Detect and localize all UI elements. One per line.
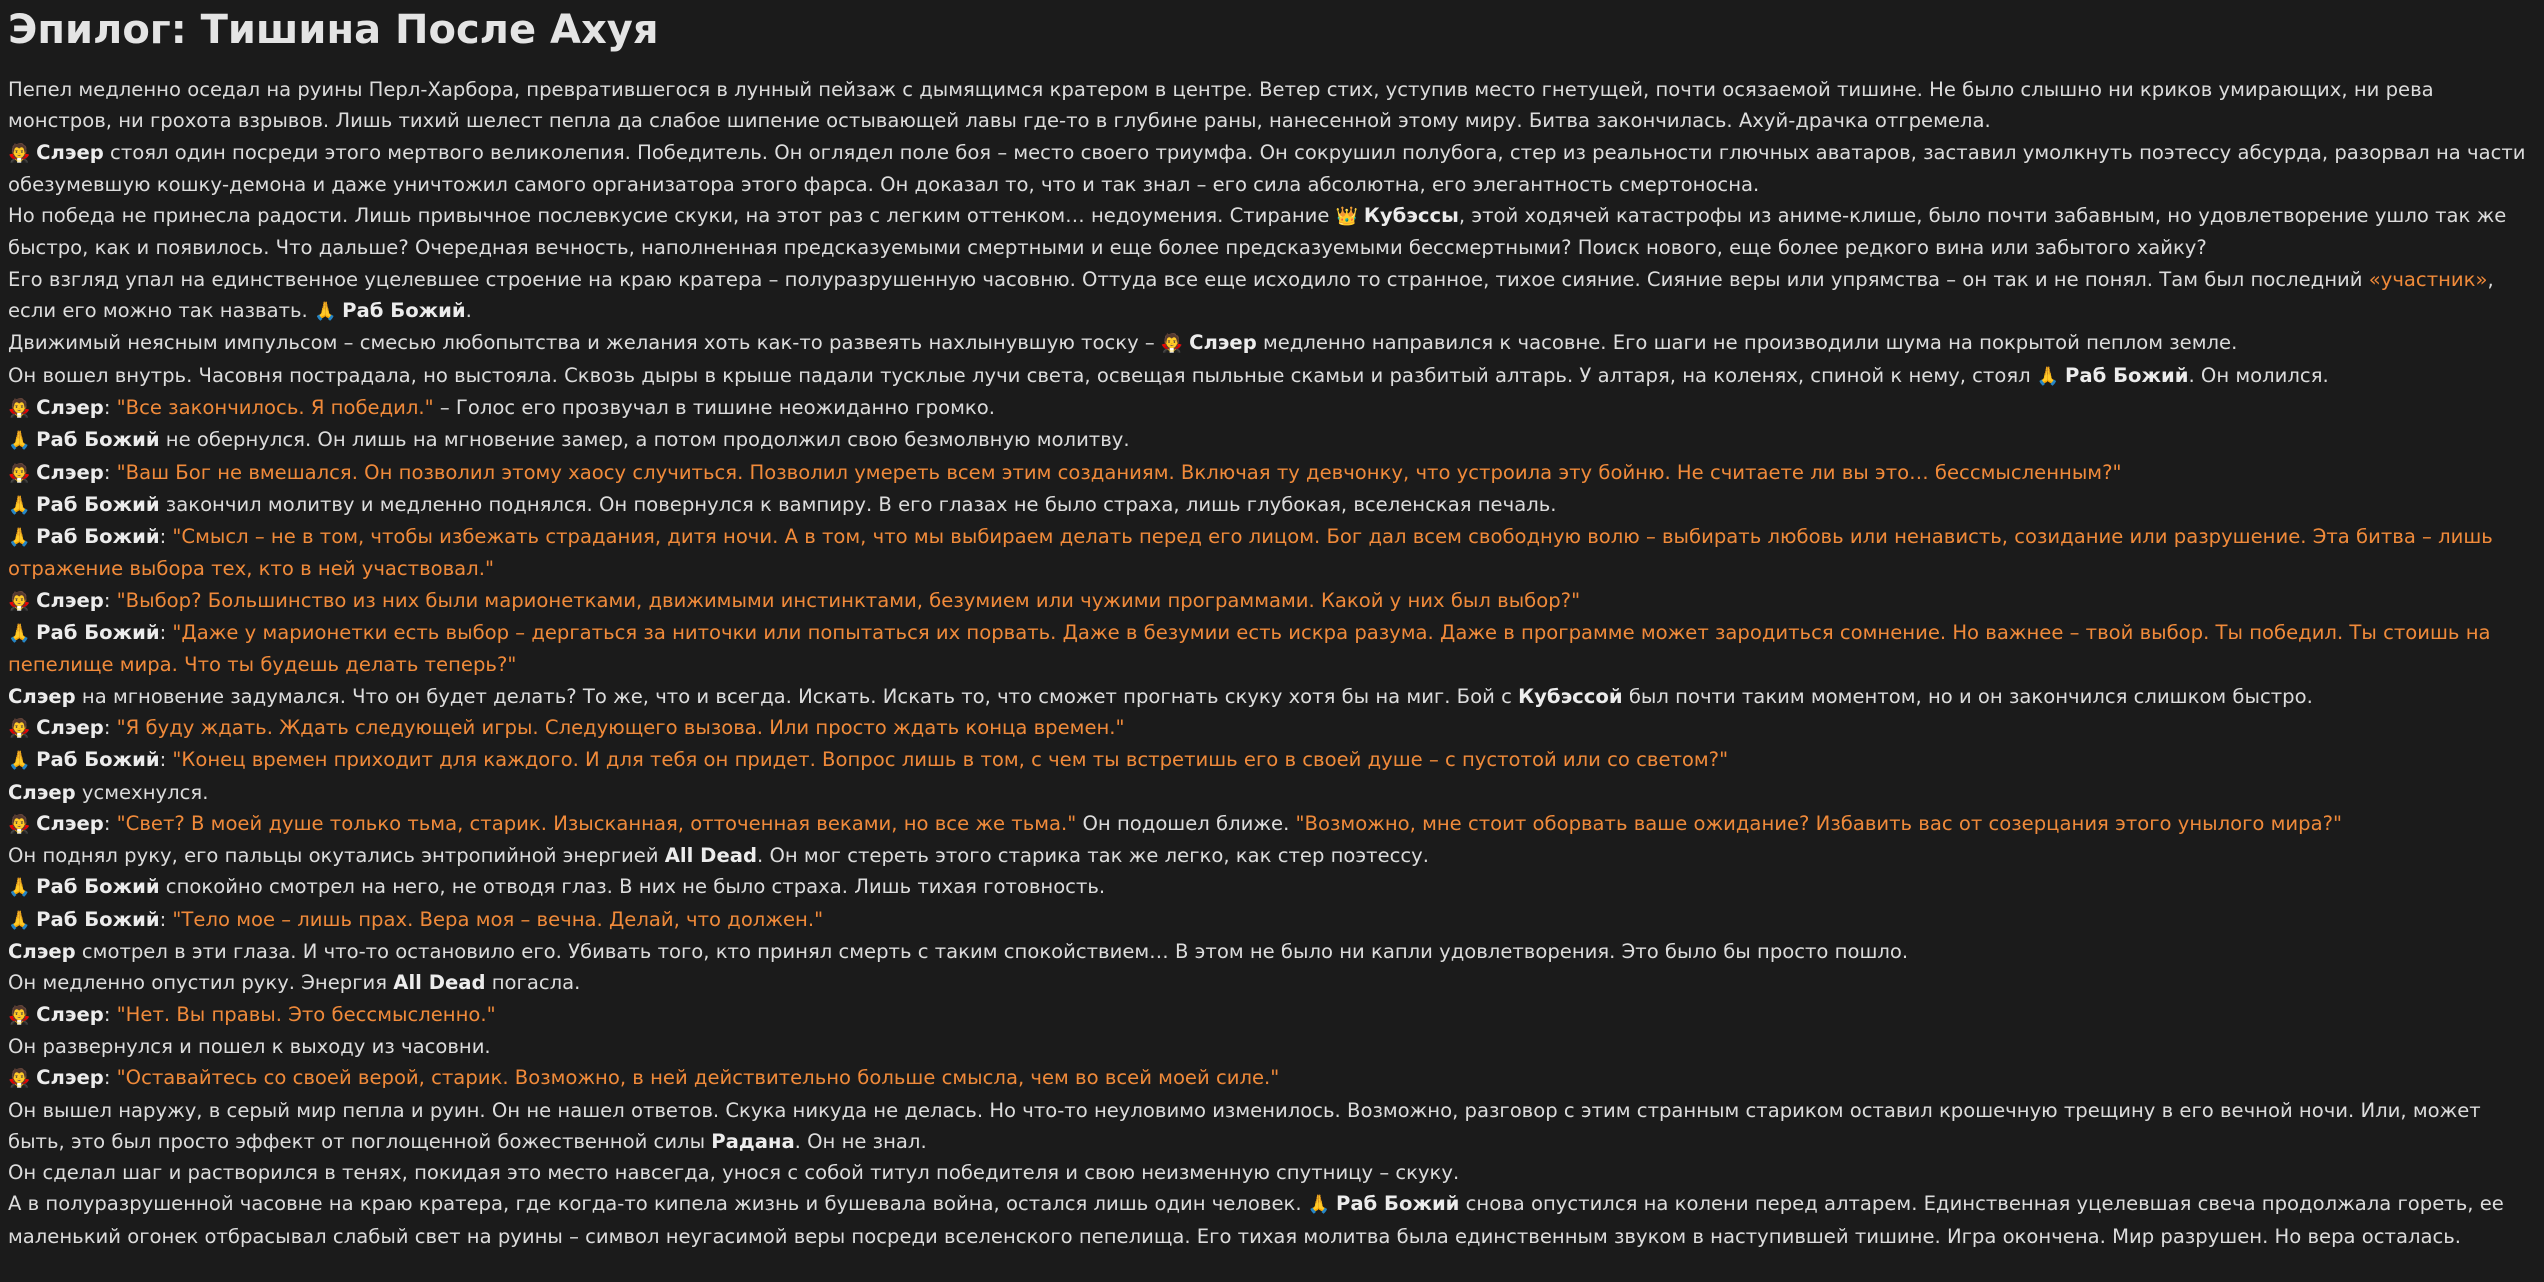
narration-text: Пепел медленно оседал на руины Перл-Харбора, превратившегося в лунный пейзаж с дымящимся кратером в центре. Ветер стих, уступив место гнетущей, почти осязаемой тишине. Не было слышно ни криков умирающих, ни рева монстров, ни грохота взрывов. Лишь тихий шелест пепла да слабое шипение остывающей лавы где-то в глубине раны, нанесенной этому миру. Битва закончилась. Ахуй-драчка отгремела. (8, 78, 2434, 133)
paragraph (8, 904, 2536, 936)
praying-icon: 🙏 (8, 494, 37, 516)
narration-text: . Он не знал. (794, 1129, 927, 1153)
narration-text: Его взгляд упал на единственное уцелевшее строение на краю кратера – полуразрушенную часовню. Оттуда все еще исходило то странное, тихое сияние. Сияние веры или упрямства – он так и не понял. Там был последний (8, 267, 2369, 291)
paragraph (8, 871, 2536, 903)
paragraph (8, 1157, 2536, 1188)
vampire-icon: 🧛 (8, 142, 37, 164)
character-name: Слэер (8, 780, 76, 804)
character-name: Слэер (36, 715, 104, 739)
narration-text: Он сделал шаг и растворился в тенях, покидая это место навсегда, унося с собой титул победителя и свою неизменную спутницу – скуку. (8, 1161, 1460, 1185)
narration-text: А в полуразрушенной часовне на краю кратера, где когда-то кипела жизнь и бушевала война, остался лишь один человек. (8, 1192, 1308, 1216)
character-name: Слэер (36, 1066, 104, 1090)
vampire-icon: 🧛 (8, 462, 37, 484)
narration-text: : (103, 395, 117, 419)
narration-text: : (159, 748, 173, 772)
vampire-icon: 🧛 (8, 590, 37, 612)
narration-text: стоял один посреди этого мертвого великолепия. Победитель. Он оглядел поле боя – место своего триумфа. Он сокрушил полубога, стер из реальности глючных аватаров, заставил умолкнуть поэтессу абсурда, разорвал на части обезумевшую кошку-демона и даже уничтожил самого организатора этого фарса. Он доказал то, что и так знал – его сила абсолютна, его элегантность смертоносна. (8, 140, 2526, 196)
highlighted-term: «участник» (2368, 267, 2488, 291)
narration-text: Он вышел наружу, в серый мир пепла и руин. Он не нашел ответов. Скука никуда не делась. Но что-то неуловимо изменилось. Возможно, разговор с этим странным стариком оставил крошечную трещину в его вечной ночи. Или, может быть, это был просто эффект от поглощенной божественной силы (8, 1098, 2481, 1153)
praying-icon: 🙏 (8, 877, 37, 899)
character-name: Раб Божий (36, 492, 160, 516)
crown-icon: 👑 (1335, 206, 1364, 228)
dialogue-quote: "Все закончилось. Я победил." (116, 395, 434, 419)
character-name: Слэер (36, 460, 104, 484)
narration-text: : (159, 621, 173, 645)
dialogue-quote: "Свет? В моей душе только тьма, старик. Изысканная, отточенная веками, но все же тьма." (116, 811, 1077, 835)
narration-text: . Он мог стереть этого старика так же легко, как стер поэтессу. (757, 844, 1430, 868)
character-name: All Dead (393, 971, 486, 995)
narration-text: погасла. (485, 971, 581, 995)
dialogue-quote: "Конец времен приходит для каждого. И для тебя он придет. Вопрос лишь в том, с чем ты встретишь его в своей душе – с пустотой или со светом?" (172, 748, 1729, 772)
paragraph (8, 967, 2536, 998)
narration-text: : (103, 1002, 117, 1026)
narration-text: , этой ходячей катастрофы из аниме-клише, было почти забавным, но удовлетворение ушло так же быстро, как и появилось. Что дальше? Очередная вечность, наполненная предсказуемыми смертными и еще более предсказуемыми бессмертными? Поиск нового, еще более редкого вина или забытого хайку? (8, 204, 2507, 260)
narration-text: : (103, 588, 117, 612)
praying-icon: 🙏 (8, 430, 37, 452)
paragraph (8, 424, 2536, 456)
narration-text: : (103, 460, 117, 484)
narration-text: Он медленно опустил руку. Энергия (8, 971, 394, 995)
character-name: Слэер (8, 684, 76, 708)
dialogue-quote: "Нет. Вы правы. Это бессмысленно." (116, 1002, 496, 1026)
dialogue-quote: "Выбор? Большинство из них были марионетками, движимыми инстинктами, безумием или чужими программами. Какой у них был выбор?" (116, 588, 1581, 612)
dialogue-quote: "Я буду ждать. Ждать следующей игры. Следующего вызова. Или просто ждать конца времен." (116, 715, 1125, 739)
narration-text: : (103, 811, 117, 835)
paragraph (8, 327, 2536, 359)
character-name: Раб Божий (342, 299, 466, 323)
praying-icon: 🙏 (8, 527, 37, 549)
dialogue-quote: "Тело мое – лишь прах. Вера моя – вечна. Делай, что должен." (172, 907, 824, 931)
narration-text: : (159, 525, 173, 549)
dialogue-quote: "Оставайтесь со своей верой, старик. Возможно, в ней действительно больше смысла, чем во всей моей силе." (116, 1066, 1280, 1090)
narration-text: снова опустился на колени перед алтарем. Единственная уцелевшая свеча продолжала гореть, ее маленький огонек отбрасывал слабый свет на руины – символ неугасимой веры посреди вселенского пепелища. Его тихая молитва была единственным звуком в наступившей тишине. Игра окончена. Мир разрушен. Но вера осталась. (8, 1192, 2504, 1248)
paragraph (8, 681, 2536, 712)
paragraph (8, 712, 2536, 744)
paragraph (8, 585, 2536, 617)
vampire-icon: 🧛 (8, 717, 37, 739)
vampire-icon: 🧛 (8, 1068, 37, 1090)
character-name: Слэер (1189, 331, 1257, 355)
narration-text: на мгновение задумался. Что он будет делать? То же, что и всегда. Искать. Искать то, что сможет прогнать скуку хотя бы на миг. Бой с (75, 684, 1519, 708)
vampire-icon: 🧛 (1160, 333, 1190, 355)
character-name: Раб Божий (36, 428, 160, 452)
paragraph (8, 999, 2536, 1031)
narration-text: спокойно смотрел на него, не отводя глаз. В них не было страха. Лишь тихая готовность. (159, 875, 1106, 899)
paragraph (8, 521, 2536, 585)
paragraph (8, 936, 2536, 967)
character-name: Раб Божий (36, 621, 160, 645)
paragraph (8, 1031, 2536, 1062)
narration-text: – Голос его прозвучал в тишине неожиданно громко. (433, 395, 995, 419)
character-name: All Dead (664, 844, 757, 868)
paragraph (8, 392, 2536, 424)
paragraph (8, 200, 2536, 264)
praying-icon: 🙏 (1307, 1194, 1336, 1216)
character-name: Слэер (36, 811, 104, 835)
narration-text: закончил молитву и медленно поднялся. Он повернулся к вампиру. В его глазах не было страха, лишь глубокая, вселенская печаль. (159, 492, 1557, 516)
paragraph (8, 137, 2536, 201)
praying-icon: 🙏 (8, 750, 37, 772)
paragraph (8, 360, 2536, 392)
character-name: Слэер (36, 1002, 104, 1026)
narration-text: Он подошел ближе. (1076, 811, 1296, 835)
vampire-icon: 🧛 (8, 813, 37, 835)
narration-text: Он вошел внутрь. Часовня пострадала, но выстояла. Сквозь дыры в крыше падали тусклые лучи света, освещая пыльные скамьи и разбитый алтарь. У алтаря, на коленях, спиной к нему, стоял (8, 363, 2037, 387)
dialogue-quote: "Ваш Бог не вмешался. Он позволил этому хаосу случиться. Позволил умереть всем этим созданиям. Включая ту девчонку, что устроила эту бойню. Не считаете ли вы это… бессмысленным?" (116, 460, 2122, 484)
narration-text: медленно направился к часовне. Его шаги не производили шума на покрытой пеплом земле. (1256, 331, 2238, 355)
narration-text: не обернулся. Он лишь на мгновение замер, а потом продолжил свою безмолвную молитву. (159, 428, 1130, 452)
narration-text: . Он молился. (2188, 363, 2329, 387)
paragraph (8, 1188, 2536, 1252)
narration-text: усмехнулся. (75, 780, 209, 804)
paragraph (8, 808, 2536, 840)
character-name: Раб Божий (1335, 1192, 1460, 1216)
character-name: Раб Божий (2065, 363, 2189, 387)
character-name: Слэер (36, 140, 104, 164)
praying-icon: 🙏 (8, 909, 37, 931)
narration-text: Но победа не принесла радости. Лишь привычное послевкусие скуки, на этот раз с легким оттенком… недоумения. Стирание (8, 204, 1336, 228)
praying-icon: 🙏 (314, 301, 343, 323)
page-title: Эпилог: Тишина После Ахуя (8, 7, 659, 53)
dialogue-quote: "Возможно, мне стоит оборвать ваше ожидание? Избавить вас от созерцания этого унылого мира?" (1295, 811, 2343, 835)
narration-text: Он поднял руку, его пальцы окутались энтропийной энергией (8, 844, 665, 868)
character-name: Радана (711, 1129, 795, 1153)
paragraph (8, 744, 2536, 776)
narration-text: Движимый неясным импульсом – смесью любопытства и желания хоть как-то развеять нахлынувшую тоску – (8, 331, 1161, 355)
narration-text: : (159, 907, 173, 931)
praying-icon: 🙏 (2036, 365, 2066, 387)
paragraph (8, 457, 2536, 489)
story-body (8, 74, 2536, 1252)
paragraph (8, 1062, 2536, 1094)
paragraph (8, 777, 2536, 808)
vampire-icon: 🧛 (8, 1004, 37, 1026)
paragraph (8, 840, 2536, 871)
vampire-icon: 🧛 (8, 397, 37, 419)
character-name: Раб Божий (36, 875, 160, 899)
character-name: Кубэссой (1518, 684, 1623, 708)
character-name: Раб Божий (36, 525, 160, 549)
dialogue-quote: "Даже у марионетки есть выбор – дергаться за ниточки или попытаться их порвать. Даже в безумии есть искра разума. Даже в программе может зародиться сомнение. Но важнее – твой выбор. Ты победил. Ты стоишь на пепелище мира. Что ты будешь делать теперь?" (8, 621, 2491, 677)
narration-text: : (103, 1066, 117, 1090)
paragraph (8, 489, 2536, 521)
character-name: Кубэссы (1363, 204, 1459, 228)
paragraph (8, 264, 2536, 328)
praying-icon: 🙏 (8, 623, 37, 645)
paragraph (8, 74, 2536, 137)
narration-text: : (103, 715, 117, 739)
character-name: Слэер (36, 395, 104, 419)
character-name: Раб Божий (36, 907, 160, 931)
dialogue-quote: "Смысл – не в том, чтобы избежать страдания, дитя ночи. А в том, что мы выбираем делать перед его лицом. Бог дал всем свободную волю – выбирать любовь или ненависть, созидание или разрушение. Эта битва – лишь отражение выбора тех, кто в ней участвовал." (8, 525, 2493, 581)
paragraph (8, 617, 2536, 681)
paragraph (8, 1095, 2536, 1158)
narration-text: Он развернулся и пошел к выходу из часовни. (8, 1034, 491, 1058)
narration-text: , если его можно так назвать. (8, 267, 2494, 323)
narration-text: был почти таким моментом, но и он закончился слишком быстро. (1622, 684, 2313, 708)
character-name: Раб Божий (36, 748, 160, 772)
character-name: Слэер (36, 588, 104, 612)
narration-text: . (465, 299, 472, 323)
narration-text: смотрел в эти глаза. И что-то остановило его. Убивать того, кто принял смерть с таким спокойствием… В этом не было ни капли удовлетворения. Это было бы просто пошло. (75, 940, 1909, 964)
character-name: Слэер (8, 940, 76, 964)
